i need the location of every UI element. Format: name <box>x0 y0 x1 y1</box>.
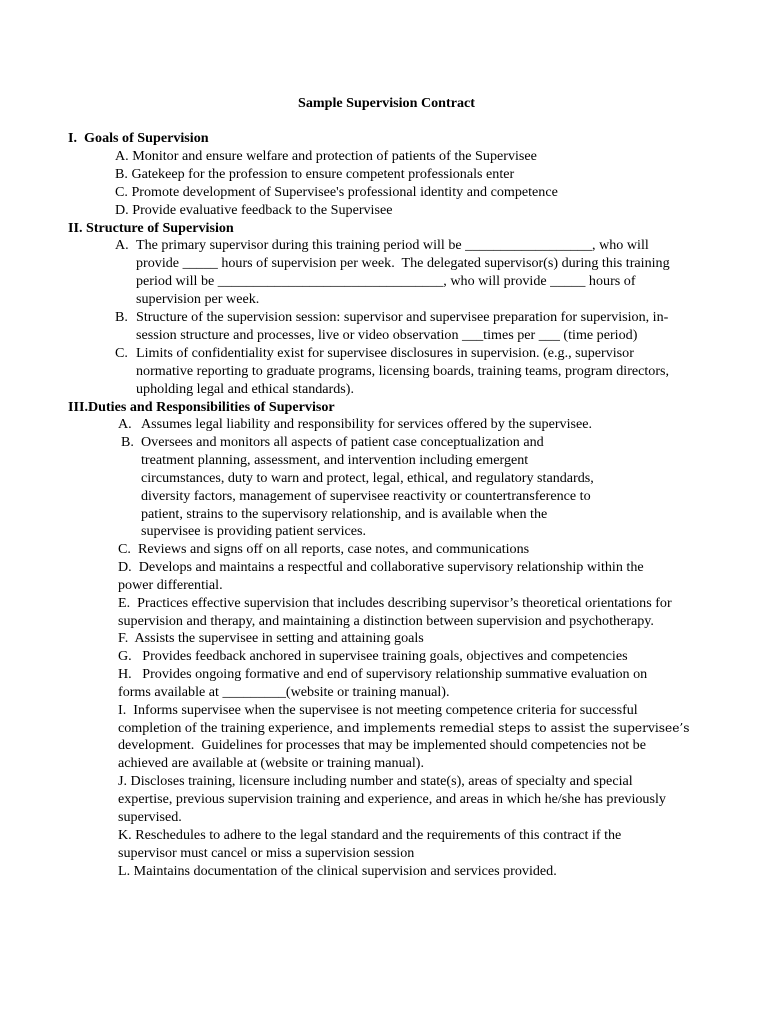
duty-i-line-2a: completion of the training experience, <box>118 720 333 736</box>
duty-c: C. Reviews and signs off on all reports, case notes, and communications <box>118 541 530 557</box>
duty-i-line-3: development. Guidelines for processes that may be implemented should competencies not be <box>118 737 646 753</box>
document-title: Sample Supervision Contract <box>298 95 475 111</box>
structure-a-line-4: supervision per week. <box>136 291 260 307</box>
goal-d: D. Provide evaluative feedback to the Supervisee <box>115 202 393 218</box>
structure-c-marker: C. <box>115 345 128 361</box>
duty-b-line-6: supervisee is providing patient services. <box>141 523 367 539</box>
duty-k-line-1: K. Reschedules to adhere to the legal standard and the requirements of this contract if the <box>118 827 622 843</box>
structure-c-line-1: Limits of confidentiality exist for supervisee disclosures in supervision. (e.g., supervisor <box>136 345 634 361</box>
duty-b-line-5: patient, strains to the supervisory relationship, and is available when the <box>141 506 548 522</box>
goal-b: B. Gatekeep for the profession to ensure competent professionals enter <box>115 166 515 182</box>
duty-e-line-1: E. Practices effective supervision that includes describing supervisor’s theoretical orientations for <box>118 595 672 611</box>
structure-a-marker: A. <box>115 237 129 253</box>
duty-b-line-2: treatment planning, assessment, and intervention including emergent <box>141 452 529 468</box>
structure-c-line-2: normative reporting to graduate programs, licensing boards, training teams, program directors, <box>136 363 670 379</box>
duty-g: G. Provides feedback anchored in supervisee training goals, objectives and competencies <box>118 648 628 664</box>
duty-h-line-2: forms available at _________(website or training manual). <box>118 684 450 700</box>
duty-j-line-3: supervised. <box>118 809 182 825</box>
duty-d-line-2: power differential. <box>118 577 223 593</box>
duty-j-line-2: expertise, previous supervision training and experience, and areas in which he/she has previously <box>118 791 666 807</box>
duty-l: L. Maintains documentation of the clinical supervision and services provided. <box>118 863 557 879</box>
duty-h-line-1: H. Provides ongoing formative and end of supervisory relationship summative evaluation on <box>118 666 648 682</box>
structure-a-line-1: The primary supervisor during this training period will be __________________, who will <box>136 237 649 253</box>
duty-k-line-2: supervisor must cancel or miss a supervision session <box>118 845 415 861</box>
duty-b-line-1: Oversees and monitors all aspects of patient case conceptualization and <box>141 434 544 450</box>
structure-c-line-3: upholding legal and ethical standards). <box>136 381 354 397</box>
duty-b-marker: B. <box>121 434 134 450</box>
structure-b-marker: B. <box>115 309 128 325</box>
section-2-heading: II. Structure of Supervision <box>68 220 234 236</box>
duty-e-line-2: supervision and therapy, and maintaining a distinction between supervision and psychotherapy. <box>118 613 654 629</box>
section-3-heading: III.Duties and Responsibilities of Supervisor <box>68 399 335 415</box>
goal-c: C. Promote development of Supervisee's professional identity and competence <box>115 184 558 200</box>
section-1-heading: I. Goals of Supervision <box>68 130 209 146</box>
duty-i-line-1: I. Informs supervisee when the supervisee is not meeting competence criteria for successful <box>118 702 638 718</box>
duty-b-line-3: circumstances, duty to warn and protect, legal, ethical, and regulatory standards, <box>141 470 594 486</box>
duty-i-line-4: achieved are available at (website or training manual). <box>118 755 425 771</box>
duty-i-line-2 <box>118 719 690 737</box>
structure-a-line-2: provide _____ hours of supervision per week. The delegated supervisor(s) during this training <box>136 255 670 271</box>
duty-j-line-1: J. Discloses training, licensure including number and state(s), areas of specialty and special <box>118 773 633 789</box>
duty-f: F. Assists the supervisee in setting and attaining goals <box>118 630 424 646</box>
structure-a-line-3: period will be ________________________________, who will provide _____ hours of <box>136 273 636 289</box>
duty-a-marker: A. <box>118 416 132 432</box>
duty-d-line-1: D. Develops and maintains a respectful and collaborative supervisory relationship within the <box>118 559 644 575</box>
duty-b-line-4: diversity factors, management of supervisee reactivity or countertransference to <box>141 488 591 504</box>
duty-i-line-2b: and implements remedial steps to assist the supervisee’s <box>332 721 690 735</box>
structure-b-line-1: Structure of the supervision session: supervisor and supervisee preparation for supervision, in- <box>136 309 669 325</box>
goal-a: A. Monitor and ensure welfare and protection of patients of the Supervisee <box>115 148 537 164</box>
structure-b-line-2: session structure and processes, live or video observation ___times per ___ (time period) <box>136 327 638 343</box>
duty-a-text: Assumes legal liability and responsibility for services offered by the supervisee. <box>141 416 593 432</box>
